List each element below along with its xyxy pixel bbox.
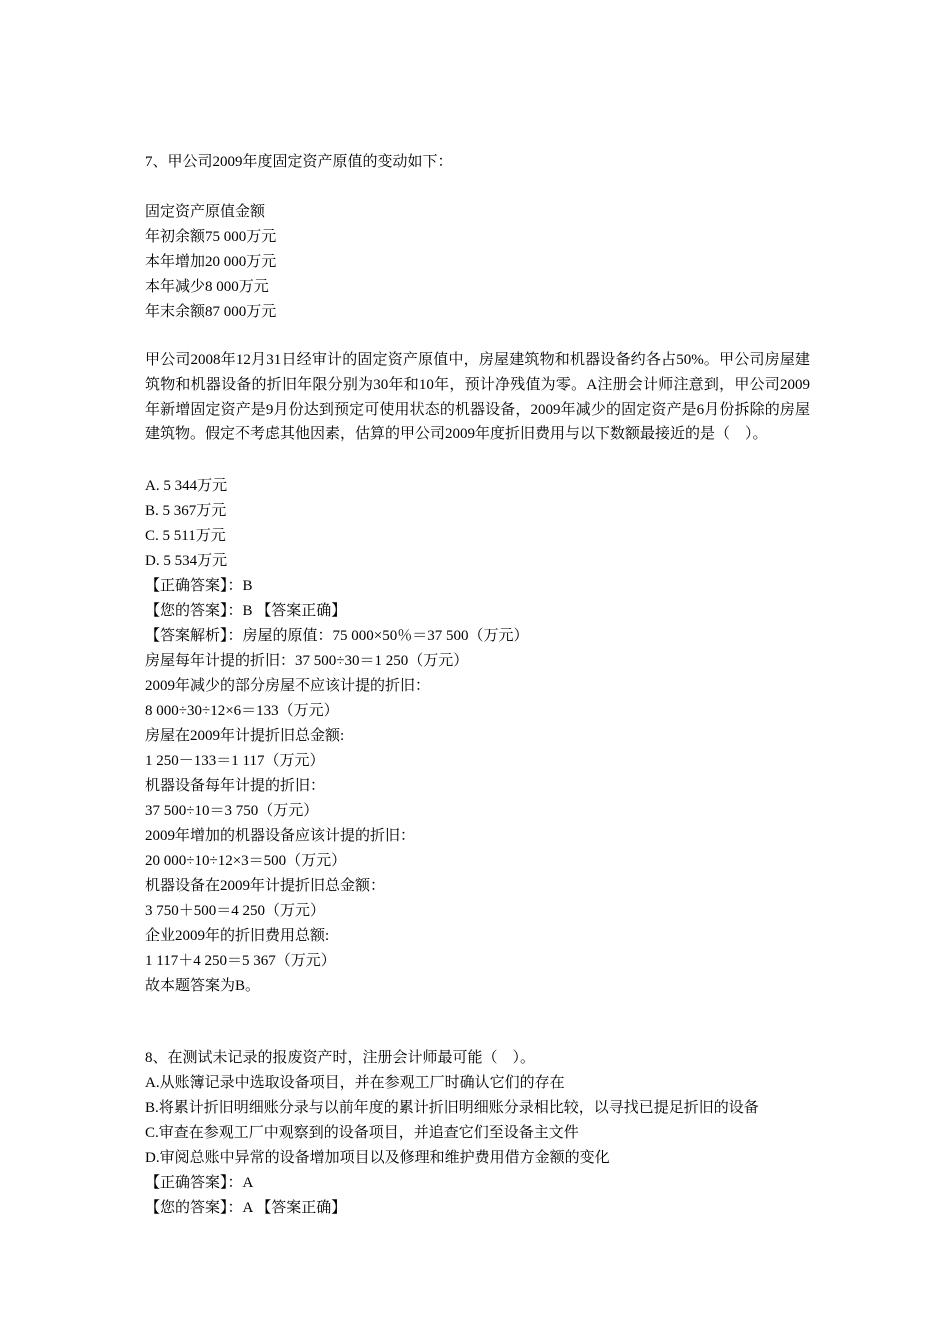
question-7-text: 甲公司2008年12月31日经审计的固定资产原值中，房屋建筑物和机器设备约各占50%。甲公司房屋建筑物和机器设备的折旧年限分别为30年和10年，预计净残值为零。A注册会计师注意到，甲公司2009年新增固定资产是9月份达到预定可使用状态的机器设备，2009年减少的固定资产是6月份拆除的房屋建筑物。假定不考虑其他因素，估算的甲公司2009年度折旧费用与以下数额最接近的是（ ）。 bbox=[145, 352, 810, 443]
analysis-line: 【答案解析】：房屋的原值：75 000×50％＝37 500（万元） bbox=[145, 628, 529, 644]
question-7-title: 7、甲公司2009年度固定资产原值的变动如下： bbox=[145, 154, 453, 170]
table-row: 本年增加20 000万元 bbox=[145, 254, 277, 270]
option-d: D. 5 534万元 bbox=[145, 553, 228, 569]
table-row: 本年减少8 000万元 bbox=[145, 279, 269, 295]
analysis-line: 故本题答案为B。 bbox=[145, 978, 261, 994]
analysis-line: 房屋在2009年计提折旧总金额: bbox=[145, 728, 345, 744]
option-c: C. 5 511万元 bbox=[145, 528, 226, 544]
analysis-line: 2009年增加的机器设备应该计提的折旧： bbox=[145, 828, 416, 844]
question-8-title: 8、在测试未记录的报废资产时，注册会计师最可能（ ）。 bbox=[145, 1050, 536, 1066]
question-7-options bbox=[145, 474, 810, 999]
analysis-line: 2009年减少的部分房屋不应该计提的折旧： bbox=[145, 678, 431, 694]
option-d: D.审阅总账中异常的设备增加项目以及修理和维护费用借方金额的变化 bbox=[145, 1150, 610, 1166]
analysis-line: 37 500÷10＝3 750（万元） bbox=[145, 803, 319, 819]
analysis-line: 1 250－133＝1 117（万元） bbox=[145, 753, 325, 769]
option-c: C.审查在参观工厂中观察到的设备项目，并追查它们至设备主文件 bbox=[145, 1125, 579, 1141]
your-answer: 【您的答案】：B 【答案正确】 bbox=[145, 603, 347, 619]
analysis-line: 企业2009年的折旧费用总额: bbox=[145, 928, 330, 944]
analysis-line: 8 000÷30÷12×6＝133（万元） bbox=[145, 703, 339, 719]
option-b: B.将累计折旧明细账分录与以前年度的累计折旧明细账分录相比较，以寻找已提足折旧的设备 bbox=[145, 1100, 759, 1116]
analysis-line: 机器设备在2009年计提折旧总金额： bbox=[145, 878, 386, 894]
table-row: 固定资产原值金额 bbox=[145, 204, 266, 220]
question-7 bbox=[145, 150, 810, 175]
analysis-line: 20 000÷10÷12×3＝500（万元） bbox=[145, 853, 347, 869]
your-answer: 【您的答案】：A 【答案正确】 bbox=[145, 1200, 347, 1216]
analysis-line: 房屋每年计提的折旧：37 500÷30＝1 250（万元） bbox=[145, 653, 469, 669]
analysis-line: 1 117＋4 250＝5 367（万元） bbox=[145, 953, 336, 969]
question-7-body bbox=[145, 348, 810, 447]
asset-value-table bbox=[145, 200, 810, 325]
correct-answer: 【正确答案】：A bbox=[145, 1175, 254, 1191]
analysis-line: 3 750＋500＝4 250（万元） bbox=[145, 903, 326, 919]
table-row: 年末余额87 000万元 bbox=[145, 304, 277, 320]
analysis-line: 机器设备每年计提的折旧： bbox=[145, 778, 326, 794]
question-8 bbox=[145, 1046, 810, 1221]
option-a: A.从账簿记录中选取设备项目，并在参观工厂时确认它们的存在 bbox=[145, 1075, 565, 1091]
option-a: A. 5 344万元 bbox=[145, 478, 228, 494]
correct-answer: 【正确答案】：B bbox=[145, 578, 253, 594]
option-b: B. 5 367万元 bbox=[145, 503, 227, 519]
table-row: 年初余额75 000万元 bbox=[145, 229, 277, 245]
